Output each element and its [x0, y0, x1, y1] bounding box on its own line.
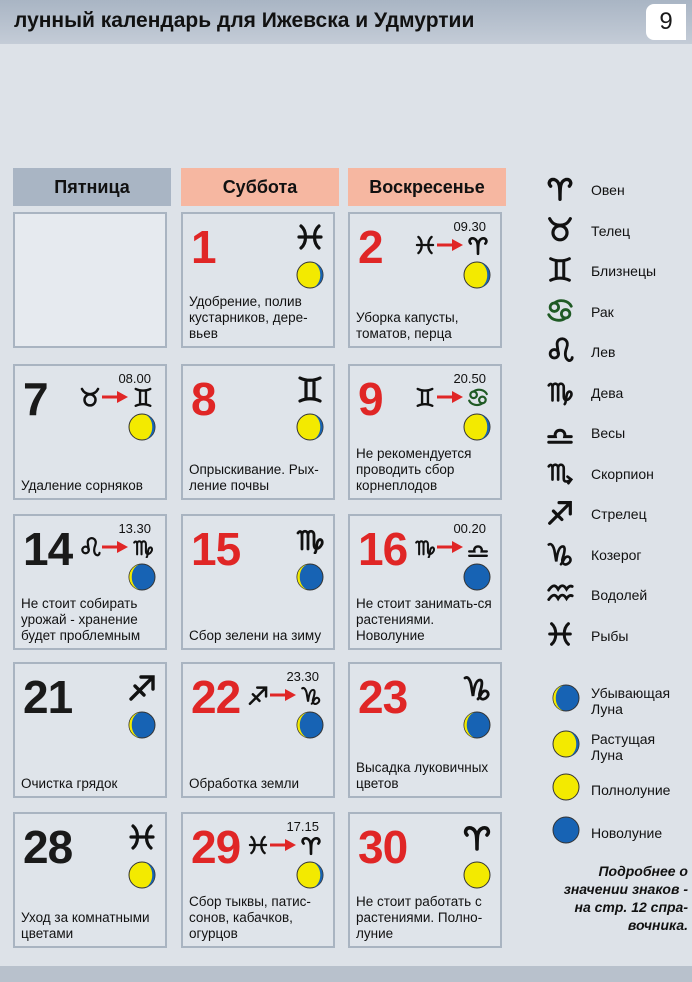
legend-moon-item — [540, 683, 690, 717]
transition-time: 00.20 — [453, 521, 486, 536]
moon-growing-icon — [462, 260, 492, 290]
day-number: 22 — [191, 671, 241, 723]
taurus-icon — [540, 214, 580, 244]
day-number: 23 — [358, 671, 408, 723]
pisces-icon — [127, 822, 157, 852]
day-number: 16 — [358, 523, 408, 575]
transition-time: 13.30 — [118, 521, 151, 536]
day-number: 8 — [191, 373, 216, 425]
calendar-cell-7 — [13, 364, 167, 500]
moon-waning-icon — [127, 562, 157, 592]
cell-note: Удобрение, полив кустарников, дере-вьев — [189, 294, 308, 341]
legend-moon-item — [540, 729, 690, 763]
scorpio-icon — [540, 457, 580, 487]
legend-sign-label: Овен — [591, 182, 625, 198]
zodiac-sign — [295, 222, 325, 252]
page-title: лунный календарь для Ижевска и Удмуртии — [14, 9, 475, 32]
moon-phase — [295, 860, 325, 890]
day-number: 28 — [23, 821, 73, 873]
transition-time: 09.30 — [453, 219, 486, 234]
moon-full-icon — [462, 860, 492, 890]
cell-note: Уход за комнатными цветами — [21, 910, 150, 941]
moon-phase — [127, 562, 157, 592]
zodiac-sign — [295, 524, 325, 554]
header-bar — [0, 0, 692, 44]
gemini-icon — [540, 254, 580, 284]
day-number: 9 — [358, 373, 383, 425]
cell-note: Сбор зелени на зиму — [189, 628, 322, 643]
cell-note: Высадка луковичных цветов — [356, 760, 489, 791]
day-header-sunday: Воскресенье — [348, 168, 506, 206]
aquarius-icon — [540, 578, 580, 608]
legend-moon-label: Полнолуние — [591, 782, 671, 798]
calendar-cell-22 — [181, 662, 335, 798]
taurus-icon — [79, 386, 101, 408]
calendar-cell-30 — [348, 812, 502, 948]
calendar-cell-9 — [348, 364, 502, 500]
transition-time: 08.00 — [118, 371, 151, 386]
day-number: 14 — [23, 523, 73, 575]
virgo-icon — [131, 536, 155, 558]
zodiac-transition — [414, 371, 494, 408]
footnote: Подробнее о значении знаков - на стр. 12 спра-вочника. — [563, 863, 688, 933]
moon-phase — [127, 860, 157, 890]
moon-growing-icon — [127, 412, 157, 442]
moon-phase — [127, 710, 157, 740]
libra-icon — [466, 536, 490, 558]
moon-phase — [462, 562, 492, 592]
zodiac-sign — [462, 672, 492, 702]
cell-note: Удаление сорняков — [21, 478, 143, 493]
zodiac-transition — [414, 219, 494, 256]
legend-sign-label: Водолей — [591, 587, 648, 603]
moon-phase — [462, 860, 492, 890]
leo-icon — [79, 536, 101, 558]
moon-phase — [127, 412, 157, 442]
calendar-cell-14 — [13, 514, 167, 650]
libra-icon — [540, 416, 580, 446]
day-number: 1 — [191, 221, 216, 273]
moon-waning-icon — [127, 710, 157, 740]
gemini-icon — [295, 374, 325, 404]
pisces-icon — [540, 619, 580, 649]
legend-sign-label: Скорпион — [591, 465, 654, 482]
moon-growing-icon — [546, 729, 586, 759]
sagittarius-icon — [127, 672, 157, 702]
arrow-right-icon — [101, 538, 129, 556]
zodiac-transition — [247, 669, 327, 706]
arrow-right-icon — [101, 388, 129, 406]
moon-full-icon — [546, 772, 586, 802]
moon-waning-icon — [546, 683, 586, 713]
cell-note: Сбор тыквы, патис-сонов, кабачков, огурцов — [189, 894, 311, 941]
calendar-cell-15 — [181, 514, 335, 650]
moon-new-icon — [462, 562, 492, 592]
calendar-cell-29 — [181, 812, 335, 948]
page-number: 9 — [646, 4, 686, 40]
aries-icon — [540, 173, 580, 203]
legend-moon-label: Убывающая Луна — [591, 685, 671, 717]
calendar-cell-2 — [348, 212, 502, 348]
calendar-cell-23 — [348, 662, 502, 798]
moon-new-icon — [546, 815, 586, 845]
legend-moon-label: Растущая Луна — [591, 731, 656, 763]
day-number: 15 — [191, 523, 241, 575]
zodiac-transition — [414, 521, 494, 558]
aries-icon — [299, 834, 323, 856]
legend-sign-label: Рак — [591, 303, 614, 320]
aries-icon — [462, 822, 492, 852]
arrow-right-icon — [436, 538, 464, 556]
legend-moon-item — [540, 772, 690, 802]
moon-growing-icon — [462, 412, 492, 442]
virgo-icon — [295, 524, 325, 554]
virgo-icon — [414, 536, 436, 558]
moon-phase — [295, 710, 325, 740]
capricorn-icon — [462, 672, 492, 702]
legend-sign-label: Весы — [591, 425, 626, 441]
capricorn-icon — [299, 684, 323, 706]
cell-note: Не стоит занимать-ся растениями. Новолуние — [356, 596, 492, 643]
zodiac-transition — [247, 819, 327, 856]
legend-sign-label: Дева — [591, 384, 624, 401]
zodiac-transition — [79, 521, 159, 558]
moon-waning-icon — [462, 710, 492, 740]
legend-sign-label: Лев — [591, 344, 616, 360]
gemini-icon — [414, 386, 436, 408]
moon-growing-icon — [295, 412, 325, 442]
moon-phase — [295, 412, 325, 442]
cell-note: Уборка капусты, томатов, перца — [356, 310, 459, 341]
legend-sign-label: Рыбы — [591, 627, 629, 644]
legend-moon-item — [540, 815, 690, 845]
moon-phase — [295, 260, 325, 290]
arrow-right-icon — [436, 388, 464, 406]
day-number: 7 — [23, 373, 48, 425]
cell-note: Не стоит работать с растениями. Полно-луние — [356, 894, 483, 941]
zodiac-transition — [79, 371, 159, 408]
gemini-icon — [131, 386, 155, 408]
legend-sign-label: Телец — [591, 222, 631, 239]
leo-icon — [540, 335, 580, 365]
day-header-saturday: Суббота — [181, 168, 339, 206]
calendar-cell-empty — [13, 212, 167, 348]
moon-phase — [462, 412, 492, 442]
transition-time: 20.50 — [453, 371, 486, 386]
zodiac-sign — [295, 374, 325, 404]
arrow-right-icon — [269, 836, 297, 854]
footer-bar — [0, 966, 692, 982]
capricorn-icon — [540, 538, 580, 568]
virgo-icon — [540, 376, 580, 406]
day-number: 30 — [358, 821, 408, 873]
calendar-cell-8 — [181, 364, 335, 500]
day-number: 2 — [358, 221, 383, 273]
legend-moon-label: Новолуние — [591, 825, 663, 841]
moon-phase — [295, 562, 325, 592]
moon-phase — [462, 710, 492, 740]
moon-growing-icon — [295, 260, 325, 290]
transition-time: 23.30 — [286, 669, 319, 684]
legend-sign-label: Козерог — [591, 546, 642, 563]
pisces-icon — [295, 222, 325, 252]
calendar-cell-21 — [13, 662, 167, 798]
calendar-cell-28 — [13, 812, 167, 948]
arrow-right-icon — [269, 686, 297, 704]
moon-waning-icon — [295, 710, 325, 740]
sagittarius-icon — [540, 497, 580, 527]
cancer-icon — [466, 386, 490, 408]
moon-growing-icon — [295, 860, 325, 890]
cell-note: Не стоит собирать урожай - хранение будет проблемным — [21, 596, 141, 643]
zodiac-sign — [462, 822, 492, 852]
zodiac-sign — [127, 672, 157, 702]
legend-sign-label: Близнецы — [591, 263, 657, 279]
moon-phase — [462, 260, 492, 290]
cell-note: Обработка земли — [189, 776, 300, 791]
pisces-icon — [414, 234, 436, 256]
day-number: 21 — [23, 671, 73, 723]
sagittarius-icon — [247, 684, 269, 706]
cell-note: Опрыскивание. Рых-ление почвы — [189, 462, 319, 493]
calendar-cell-16 — [348, 514, 502, 650]
arrow-right-icon — [436, 236, 464, 254]
day-header-friday: Пятница — [13, 168, 171, 206]
legend-sign-label: Стрелец — [591, 506, 647, 522]
transition-time: 17.15 — [286, 819, 319, 834]
moon-growing-icon — [127, 860, 157, 890]
pisces-icon — [247, 834, 269, 856]
cancer-icon — [540, 295, 580, 325]
day-number: 29 — [191, 821, 241, 873]
calendar-cell-1 — [181, 212, 335, 348]
zodiac-sign — [127, 822, 157, 852]
moon-waning-icon — [295, 562, 325, 592]
aries-icon — [466, 234, 490, 256]
cell-note: Очистка грядок — [21, 776, 118, 791]
cell-note: Не рекомендуется проводить сбор корнеплодов — [356, 446, 472, 493]
